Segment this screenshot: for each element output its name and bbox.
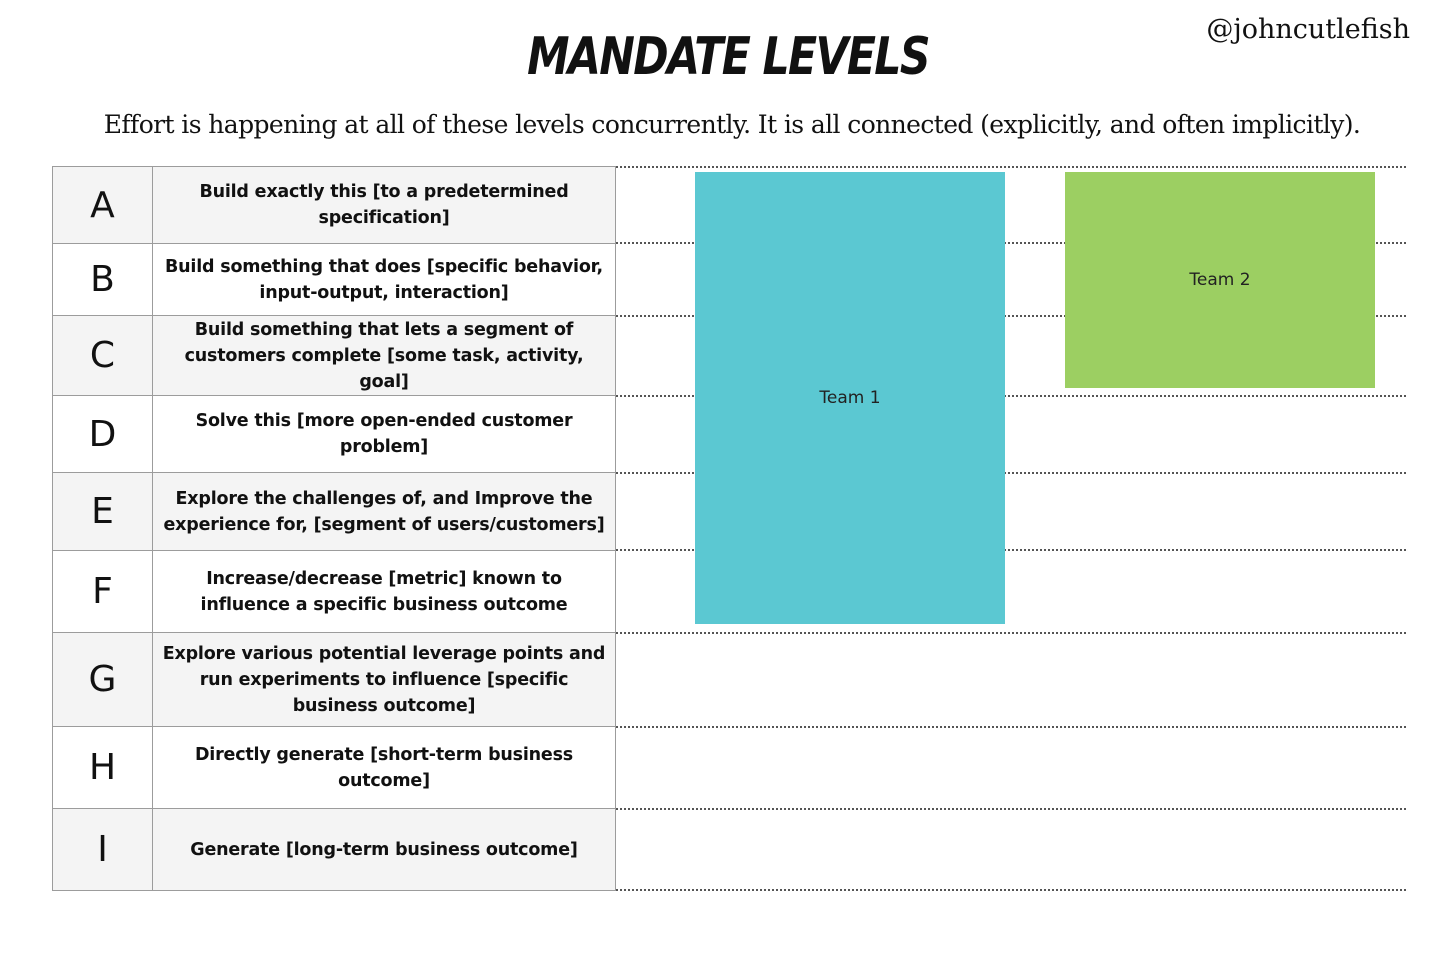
level-guide-line bbox=[616, 632, 1406, 634]
level-row-c bbox=[52, 315, 616, 396]
level-row-e bbox=[52, 472, 616, 551]
level-guide-line bbox=[616, 889, 1406, 891]
level-guide-line bbox=[616, 808, 1406, 810]
level-description: Solve this [more open-ended customer problem] bbox=[152, 395, 616, 473]
level-letter: H bbox=[52, 726, 153, 809]
level-guide-line bbox=[616, 726, 1406, 728]
level-row-i bbox=[52, 808, 616, 891]
diagram-subtitle: Effort is happening at all of these levels concurrently. It is all connected (explicitly, and often implicitly). bbox=[103, 110, 1361, 139]
level-description: Build exactly this [to a predetermined specification] bbox=[152, 166, 616, 244]
team-1-label: Team 1 bbox=[819, 388, 881, 408]
level-description: Explore various potential leverage points and run experiments to influence [specific business outcome] bbox=[152, 632, 616, 727]
level-description: Generate [long-term business outcome] bbox=[152, 808, 616, 891]
team-2-label: Team 2 bbox=[1189, 270, 1251, 290]
level-letter: E bbox=[52, 472, 153, 551]
level-row-a bbox=[52, 166, 616, 244]
author-handle: @johncutlefish bbox=[1206, 14, 1410, 45]
level-description: Build something that lets a segment of customers complete [some task, activity, goal] bbox=[152, 315, 616, 396]
level-row-b bbox=[52, 243, 616, 316]
level-description: Explore the challenges of, and Improve the experience for, [segment of users/customers] bbox=[152, 472, 616, 551]
level-letter: C bbox=[52, 315, 153, 396]
level-letter: G bbox=[52, 632, 153, 727]
level-letter: D bbox=[52, 395, 153, 473]
level-letter: B bbox=[52, 243, 153, 316]
level-description: Directly generate [short-term business outcome] bbox=[152, 726, 616, 809]
diagram-title: MANDATE LEVELS bbox=[527, 27, 929, 87]
level-row-g bbox=[52, 632, 616, 727]
level-guide-line bbox=[616, 166, 1406, 168]
team-1-block bbox=[695, 172, 1005, 624]
level-row-f bbox=[52, 550, 616, 633]
level-letter: I bbox=[52, 808, 153, 891]
level-description: Increase/decrease [metric] known to influence a specific business outcome bbox=[152, 550, 616, 633]
level-row-h bbox=[52, 726, 616, 809]
level-row-d bbox=[52, 395, 616, 473]
team-2-block bbox=[1065, 172, 1375, 388]
level-letter: F bbox=[52, 550, 153, 633]
level-letter: A bbox=[52, 166, 153, 244]
level-description: Build something that does [specific behavior, input-output, interaction] bbox=[152, 243, 616, 316]
